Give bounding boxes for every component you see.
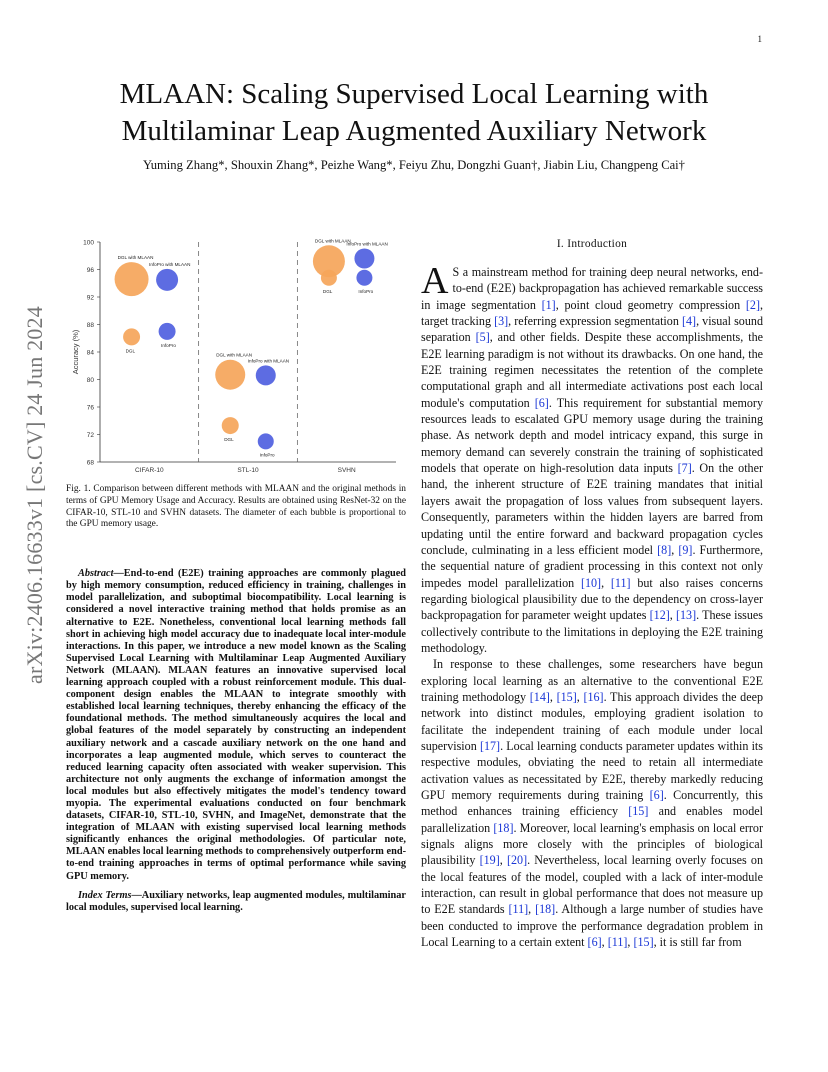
y-tick-label: 88 (86, 322, 94, 329)
citation-link[interactable]: [8] (657, 542, 672, 557)
citation-link[interactable]: [9] (678, 542, 693, 557)
body-text: and enables model parallelization (421, 804, 763, 835)
drop-cap: A (421, 260, 449, 302)
citation-link[interactable]: [13] (675, 608, 697, 623)
index-terms-lead: Index Terms (78, 889, 132, 901)
body-text: , visual sound separation (421, 314, 763, 345)
abstract (66, 568, 406, 882)
citation-link[interactable]: [5] (475, 330, 490, 345)
y-tick-label: 68 (86, 459, 94, 467)
index-terms-text: —Auxiliary networks, leap augmented modules, multilaminar local modules, supervised local learning. (66, 889, 406, 913)
bubble-orange (115, 262, 149, 296)
citation-link[interactable]: [15] (556, 689, 577, 704)
citation-link[interactable]: [18] (493, 820, 514, 835)
y-tick-label: 96 (86, 267, 94, 274)
abstract-lead: Abstract (78, 568, 114, 580)
body-text: . Nevertheless, local learning overly focuses on the local features of the model, coupled with a lack of inter-module interaction, can result in global performance that does not measure up to E2E standards (421, 853, 763, 917)
bubble-label: DGL (322, 288, 333, 294)
body-text: , it is still far from (653, 935, 742, 950)
body-text: S a mainstream method for training deep neural networks, end-to-end (E2E) backpropagation has achieved remarkable success in image segmentation (421, 265, 763, 312)
body-text: , target tracking (421, 297, 764, 329)
citation-link[interactable]: [11] (508, 902, 529, 917)
citation-link[interactable]: [15] (633, 935, 654, 950)
body-text: , (669, 608, 676, 623)
y-tick-label: 84 (86, 349, 94, 357)
citation-link[interactable]: [15] (628, 804, 649, 819)
citation-link[interactable]: [20] (506, 853, 528, 868)
section-heading: I. Introduction (556, 238, 628, 250)
bubble-label: DGL with MLAAN (117, 255, 154, 261)
citation-link[interactable]: [10] (580, 575, 602, 590)
body-text: . This approach divides the deep network into distinct modules, employing gradient isolation to facilitate the independent training of each module under local supervision (421, 689, 764, 753)
body-text: . This requirement for substantial memory resources leads to escalated GPU memory usage during the training phase. As network depth and model intricacy expand, this surge in memory demand can severely constrain the training of sophisticated models that operate on high-resolution data inputs (421, 395, 763, 476)
page-number: 1 (757, 34, 762, 44)
citation-link[interactable]: [1] (541, 297, 556, 312)
index-terms (66, 890, 406, 914)
bubble-blue (258, 433, 274, 449)
citation-link[interactable]: [6] (587, 935, 602, 950)
bubble-label: InfoPro with MLAAN (247, 358, 290, 364)
citation-link[interactable]: [11] (610, 575, 631, 590)
body-text: . Although a large number of studies have been conducted to improve the performance degradation problem in Local Learning to a certain extent (421, 902, 764, 950)
bubble-label: InfoPro (259, 452, 275, 458)
bubble-label: InfoPro (358, 288, 374, 294)
y-axis-label: Accuracy (%) (71, 329, 80, 375)
citation-link[interactable]: [18] (535, 902, 556, 917)
citation-link[interactable]: [14] (529, 689, 550, 704)
body-text: , (576, 689, 584, 704)
bubble-orange (123, 328, 140, 345)
citation-link[interactable]: [6] (534, 395, 549, 410)
bubble-label: DGL (224, 437, 234, 443)
title-line-2: Multilaminar Leap Augmented Auxiliary Network (121, 115, 707, 147)
body-text: , (528, 902, 536, 917)
body-text: , (601, 575, 611, 590)
citation-link[interactable]: [16] (583, 689, 604, 704)
y-tick-label: 76 (86, 404, 94, 412)
bubble-label: DGL (125, 348, 136, 354)
citation-link[interactable]: [6] (649, 788, 664, 802)
bubble-label: InfoPro with MLAAN (346, 241, 388, 247)
left-column (66, 232, 406, 914)
body-text: , (627, 935, 634, 950)
bubble-orange (321, 270, 337, 286)
body-text: . These issues collectively contribute to the limitations in deploying the E2E training methodology. (421, 608, 763, 655)
body-text: , (671, 542, 679, 557)
body-text: . Moreover, local learning's emphasis on local error signals aligns more closely with the principles of biological plausibility (421, 820, 763, 868)
body-text: , (499, 853, 507, 868)
y-tick-label: 92 (86, 294, 94, 302)
bubble-label: InfoPro with MLAAN (149, 261, 191, 267)
figure-1 (66, 232, 406, 477)
citation-link[interactable]: [3] (494, 314, 509, 329)
title-line-1: MLAAN: Scaling Supervised Local Learning with (119, 78, 709, 110)
bubble-chart (66, 232, 406, 477)
bubble-blue (354, 249, 374, 269)
body-text: , referring expression segmentation (508, 314, 682, 329)
body-text: , point cloud geometry compression (555, 297, 746, 312)
x-category-label: STL-10 (237, 467, 259, 474)
x-category-label: CIFAR-10 (135, 467, 164, 474)
citation-link[interactable]: [19] (479, 853, 500, 868)
citation-link[interactable]: [2] (745, 297, 760, 312)
body-text: . Local learning conducts parameter updates within its respective modules, obviating the need to retain all intermediate activation values as necessitated by E2E, thereby markedly reducing GPU memory requirements during training (421, 738, 763, 802)
citation-link[interactable]: [7] (677, 461, 692, 476)
paper-title (60, 76, 768, 150)
body-text: . Concurrently, this method enhances training efficiency (421, 788, 764, 819)
bubble-blue (356, 270, 372, 286)
bubble-orange (222, 417, 239, 434)
body-text: but also raises concerns regarding biological plausibility due to the dependency on cross-layer backpropagation for parameter weight updates (421, 575, 764, 623)
bubble-label: DGL with MLAAN (216, 352, 253, 358)
right-column (421, 232, 763, 950)
abstract-text: —End-to-end (E2E) training approaches are commonly plagued by high memory consumption, reduced efficiency in training, challenges in model parallelization, and suboptimal biocompatibility. Local learning is considered a novel interactive training method that holds promise as an alternative to E2E. Nonetheless, conventional local learning methods fall short in achieving high model accuracy due to inadequate local inter-module interactions. In this paper, we introduce a new model known as the Scaling Supervised Local Learning with Multilaminar Leap Augmented Auxiliary Network (MLAAN). MLAAN features an innovative supervised local learning approach coupled with a robust reinforcement module. This dual-component design enables the MLAAN to integrate smoothly with established local learning techniques, thereby enhancing the efficacy of the foundational methods. The method simultaneously acquires the local and global features of the model separately by constructing an independent auxiliary network and a cascade auxiliary network on the one hand and incorporates a leap augmented module, which serves to counteract the reduced learning capacity often associated with weaker supervision. This architecture not only augments the exchange of information amongst the local modules but also effectively mitigates the model's tendency toward myopia. The experimental evaluations conducted on four benchmark datasets, CIFAR-10, STL-10, SVHN, and ImageNet, demonstrate that the integration of MLAAN with existing supervised local learning methods significantly enhances the original methodologies. Of particular note, MLAAN enables local learning methods to comprehensively outperform end-to-end training approaches in terms of optimal performance while saving GPU memory. (66, 568, 406, 882)
author-list: Yuming Zhang*, Shouxin Zhang*, Peizhe Wang*, Feiyu Zhu, Dongzhi Guan†, Jiabin Liu, Changpeng Cai† (143, 158, 685, 172)
body-text: , and other fields. Despite these accomplishments, the E2E learning paradigm is not without its drawbacks. On one hand, the E2E training regimen necessitates the retention of the complete computational graph and all intermediate activations post each local module's computation (421, 330, 763, 410)
bubble-orange (215, 360, 245, 390)
arxiv-identifier (20, 290, 50, 700)
body-text: , (601, 935, 608, 950)
bubble-label: InfoPro (161, 342, 176, 348)
citation-link[interactable]: [4] (681, 314, 697, 329)
y-tick-label: 72 (86, 432, 94, 439)
arxiv-identifier-text: arXiv:2406.16633v1 [cs.CV] 24 Jun 2024 (22, 306, 47, 684)
y-tick-label: 80 (86, 377, 94, 384)
body-text: , (549, 689, 557, 704)
body-text: In response to these challenges, some researchers have begun exploring local learning as an alternative to the conventional E2E training methodology (421, 657, 763, 704)
intro-paragraph-1 (421, 260, 764, 656)
x-category-label: SVHN (337, 467, 356, 474)
citation-link[interactable]: [17] (479, 738, 501, 753)
figure-caption: Fig. 1. Comparison between different methods with MLAAN and the original methods in terms of GPU Memory Usage and Accuracy. Results are obtained using ResNet-32 on the CIFAR-10, STL-10 and SVHN datasets. The diameter of each bubble is proportional to the GPU memory usage. (66, 484, 406, 530)
body-text: . On the other hand, the inherent structure of E2E training mandates that initial layers await the propagation of loss values from subsequent layers. Consequently, parameters within the hidden layers are barred from updating until the entire forward and backward propagation cycles conclude, culminating in a less efficient model (421, 461, 763, 557)
y-tick-label: 100 (83, 239, 94, 247)
bubble-blue (156, 269, 178, 291)
bubble-blue (256, 365, 276, 385)
body-text: . Furthermore, the sequential nature of gradient processing in this context not only impedes model parallelization (421, 542, 764, 590)
citation-link[interactable]: [11] (607, 935, 628, 950)
bubble-label: DGL with MLAAN (314, 238, 351, 244)
bubble-blue (159, 323, 176, 340)
intro-paragraph-2 (421, 656, 763, 950)
citation-link[interactable]: [12] (649, 608, 670, 623)
